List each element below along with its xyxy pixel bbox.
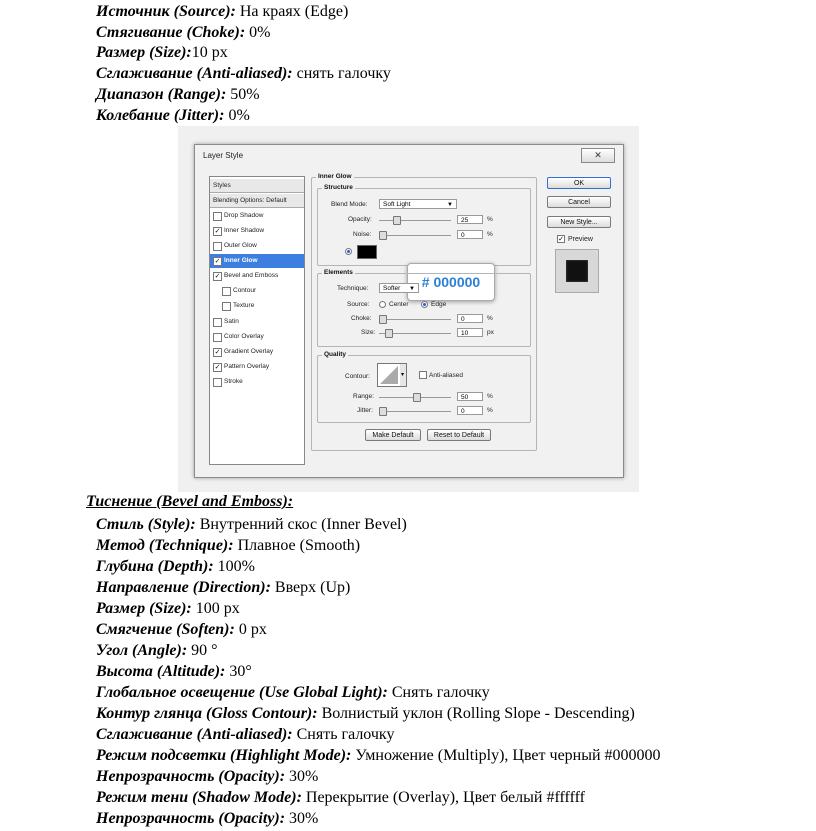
param-label: Стягивание (Choke): [96, 24, 246, 41]
param-value: снять галочку [292, 65, 391, 82]
style-item-drop-shadow[interactable]: Drop Shadow [210, 209, 304, 223]
checkbox[interactable]: ✓ [214, 228, 221, 235]
param-value: 30% [285, 768, 319, 785]
style-item-outer-glow[interactable]: Outer Glow [210, 239, 304, 253]
preview-swatch [566, 260, 588, 282]
anti-aliased-checkbox[interactable] [419, 371, 427, 379]
param-label: Контур глянца (Gloss Contour): [96, 705, 318, 722]
layer-style-screenshot [178, 126, 639, 492]
ok-button[interactable]: OK [547, 177, 611, 189]
param-value: 0 px [234, 621, 267, 638]
param-label: Непрозрачность (Opacity): [96, 810, 286, 827]
source-edge-label: Edge [431, 301, 447, 308]
bevel-param [96, 767, 318, 787]
param-value: На краях (Edge) [235, 3, 349, 20]
opacity-input[interactable]: 25 [457, 215, 483, 224]
param-size [96, 43, 228, 63]
bevel-param [96, 788, 585, 808]
style-item-inner-glow[interactable]: ✓ Inner Glow [210, 254, 304, 268]
source-label: Source: [347, 301, 370, 308]
opacity-label: Opacity: [348, 216, 372, 223]
bevel-param [96, 515, 407, 535]
contour-curve-icon [378, 364, 406, 386]
param-value: 0% [245, 24, 271, 41]
bevel-param [96, 662, 252, 682]
blend-mode-label: Blend Mode: [331, 201, 368, 208]
checkbox[interactable]: ✓ [214, 273, 221, 280]
param-range [96, 85, 260, 105]
slider-thumb[interactable] [393, 216, 401, 225]
param-value: Снять галочку [292, 726, 395, 743]
checkbox[interactable] [213, 333, 222, 342]
style-item-satin[interactable]: Satin [210, 315, 304, 329]
style-item-gradient-overlay[interactable]: ✓ Gradient Overlay [214, 348, 274, 356]
param-label: Глубина (Depth): [96, 558, 214, 575]
noise-label: Noise: [353, 231, 372, 238]
param-value: 50% [226, 86, 260, 103]
checkbox[interactable] [213, 212, 222, 221]
slider-thumb[interactable] [385, 329, 393, 338]
preview-checkbox[interactable]: ✓ [558, 236, 564, 243]
source-center-label: Center [389, 301, 409, 308]
param-value: 30° [225, 663, 252, 680]
color-radio[interactable] [345, 248, 352, 255]
checkbox[interactable]: ✓ [214, 258, 221, 265]
color-hex-tooltip: # 000000 [407, 263, 495, 301]
bevel-param [96, 620, 267, 640]
preview-box [555, 249, 599, 293]
slider-thumb[interactable] [379, 407, 387, 416]
param-value: 30% [285, 810, 319, 827]
bevel-param [96, 641, 218, 661]
param-value: Умножение (Multiply), Цвет черный #000000 [351, 747, 661, 764]
param-label: Направление (Direction): [96, 579, 271, 596]
param-label: Размер (Size): [96, 600, 192, 617]
range-input[interactable]: 50 [457, 392, 483, 401]
glow-color-swatch[interactable] [357, 245, 377, 259]
param-label: Сглаживание (Anti-aliased): [96, 726, 293, 743]
param-value: 10 px [191, 44, 228, 61]
bevel-param [96, 536, 360, 556]
param-value: Волнистый уклон (Rolling Slope - Descending) [317, 705, 635, 722]
param-value: Перекрытие (Overlay), Цвет белый #ffffff [301, 789, 585, 806]
bevel-param [96, 557, 255, 577]
param-label: Размер (Size): [96, 44, 192, 61]
structure-legend: Structure [324, 184, 353, 191]
checkbox[interactable] [222, 287, 231, 296]
bevel-emboss-heading: Тиснение (Bevel and Emboss): [86, 493, 294, 510]
bevel-param [96, 683, 490, 703]
param-label: Источник (Source): [96, 3, 236, 20]
dialog-title: Layer Style [203, 151, 244, 160]
choke-input[interactable]: 0 [457, 314, 483, 323]
range-slider[interactable] [379, 397, 451, 398]
param-label: Высота (Altitude): [96, 663, 226, 680]
anti-aliased-label: Anti-aliased [429, 372, 463, 379]
layer-style-dialog [194, 144, 624, 478]
param-value: Вверх (Up) [270, 579, 351, 596]
source-center-radio[interactable] [379, 301, 386, 308]
slider-thumb[interactable] [379, 315, 387, 324]
param-choke [96, 23, 271, 43]
percent-sign: % [487, 216, 493, 223]
contour-label: Contour: [345, 373, 370, 380]
quality-legend: Quality [324, 351, 347, 358]
technique-label: Technique: [337, 285, 369, 292]
param-anti-aliased [96, 64, 391, 84]
style-item-bevel-emboss[interactable]: ✓ Bevel and Emboss [214, 272, 279, 280]
percent-sign: % [487, 393, 493, 400]
param-source [96, 2, 348, 22]
checkbox[interactable]: ✓ [214, 364, 221, 371]
param-label: Глобальное освещение (Use Global Light): [96, 684, 388, 701]
percent-sign: % [487, 315, 493, 322]
param-label: Режим подсветки (Highlight Mode): [96, 747, 352, 764]
bevel-param [96, 599, 240, 619]
noise-input[interactable]: 0 [457, 230, 483, 239]
bevel-param [96, 746, 661, 766]
chevron-down-icon: ▼ [409, 286, 415, 292]
percent-sign: % [487, 407, 493, 414]
noise-slider[interactable] [379, 235, 451, 236]
choke-label: Choke: [351, 315, 372, 322]
param-label: Диапазон (Range): [96, 86, 227, 103]
param-label: Метод (Technique): [96, 537, 234, 554]
checkbox[interactable] [213, 242, 222, 251]
param-value: Плавное (Smooth) [233, 537, 361, 554]
jitter-input[interactable]: 0 [457, 406, 483, 415]
elements-legend: Elements [324, 269, 353, 276]
source-edge-radio[interactable] [421, 301, 428, 308]
param-label: Сглаживание (Anti-aliased): [96, 65, 293, 82]
blend-mode-select[interactable]: Soft Light ▼ [379, 199, 457, 209]
new-style-button[interactable]: New Style... [547, 216, 611, 228]
size-input[interactable]: 10 [457, 328, 483, 337]
percent-sign: % [487, 231, 493, 238]
make-default-button[interactable]: Make Default [365, 429, 421, 441]
jitter-label: Jitter: [357, 407, 373, 414]
slider-thumb[interactable] [413, 393, 421, 402]
checkbox[interactable]: ✓ [214, 349, 221, 356]
styles-list [209, 176, 305, 465]
style-item-contour[interactable]: Contour [210, 284, 304, 298]
panel-title: Inner Glow [318, 173, 352, 180]
param-value: 100 px [191, 600, 240, 617]
param-jitter [96, 106, 250, 126]
technique-select[interactable]: Softer ▼ [379, 283, 419, 293]
style-item-texture[interactable]: Texture [210, 299, 304, 313]
style-item-stroke[interactable]: Stroke [210, 375, 304, 389]
reset-to-default-button[interactable]: Reset to Default [427, 429, 491, 441]
param-value: 0% [224, 107, 250, 124]
preview-label: Preview [568, 236, 593, 243]
chevron-down-icon: ▼ [447, 202, 453, 208]
param-value: Снять галочку [387, 684, 490, 701]
param-label: Режим тени (Shadow Mode): [96, 789, 302, 806]
contour-picker[interactable] [377, 363, 407, 387]
choke-slider[interactable] [379, 319, 451, 320]
param-label: Смягчение (Soften): [96, 621, 235, 638]
styles-header[interactable]: Styles [210, 179, 304, 193]
opacity-slider[interactable] [379, 220, 451, 221]
size-slider[interactable] [379, 333, 451, 334]
bevel-param [96, 704, 635, 724]
range-label: Range: [353, 393, 374, 400]
param-label: Непрозрачность (Opacity): [96, 768, 286, 785]
param-value: 90 ° [187, 642, 218, 659]
style-item-pattern-overlay[interactable]: ✓ Pattern Overlay [214, 363, 270, 371]
checkbox[interactable] [213, 318, 222, 327]
style-item-inner-shadow[interactable]: ✓ Inner Shadow [214, 227, 265, 235]
quality-group [317, 351, 531, 423]
px-unit: px [487, 329, 494, 336]
param-value: 100% [213, 558, 255, 575]
checkbox[interactable] [222, 302, 231, 311]
size-label: Size: [361, 329, 376, 336]
cancel-button[interactable]: Cancel [547, 196, 611, 208]
param-label: Стиль (Style): [96, 516, 196, 533]
bevel-param [96, 725, 394, 745]
param-value: Внутренний скос (Inner Bevel) [195, 516, 407, 533]
slider-thumb[interactable] [379, 231, 387, 240]
close-button[interactable]: ✕ [581, 148, 615, 163]
bevel-param [96, 809, 318, 829]
blending-options[interactable]: Blending Options: Default [210, 194, 304, 208]
param-label: Угол (Angle): [96, 642, 188, 659]
param-label: Колебание (Jitter): [96, 107, 225, 124]
bevel-param [96, 578, 350, 598]
style-item-color-overlay[interactable]: Color Overlay [210, 330, 304, 344]
svg-text:▾: ▾ [401, 371, 405, 378]
jitter-slider[interactable] [379, 411, 451, 412]
checkbox[interactable] [213, 378, 222, 387]
